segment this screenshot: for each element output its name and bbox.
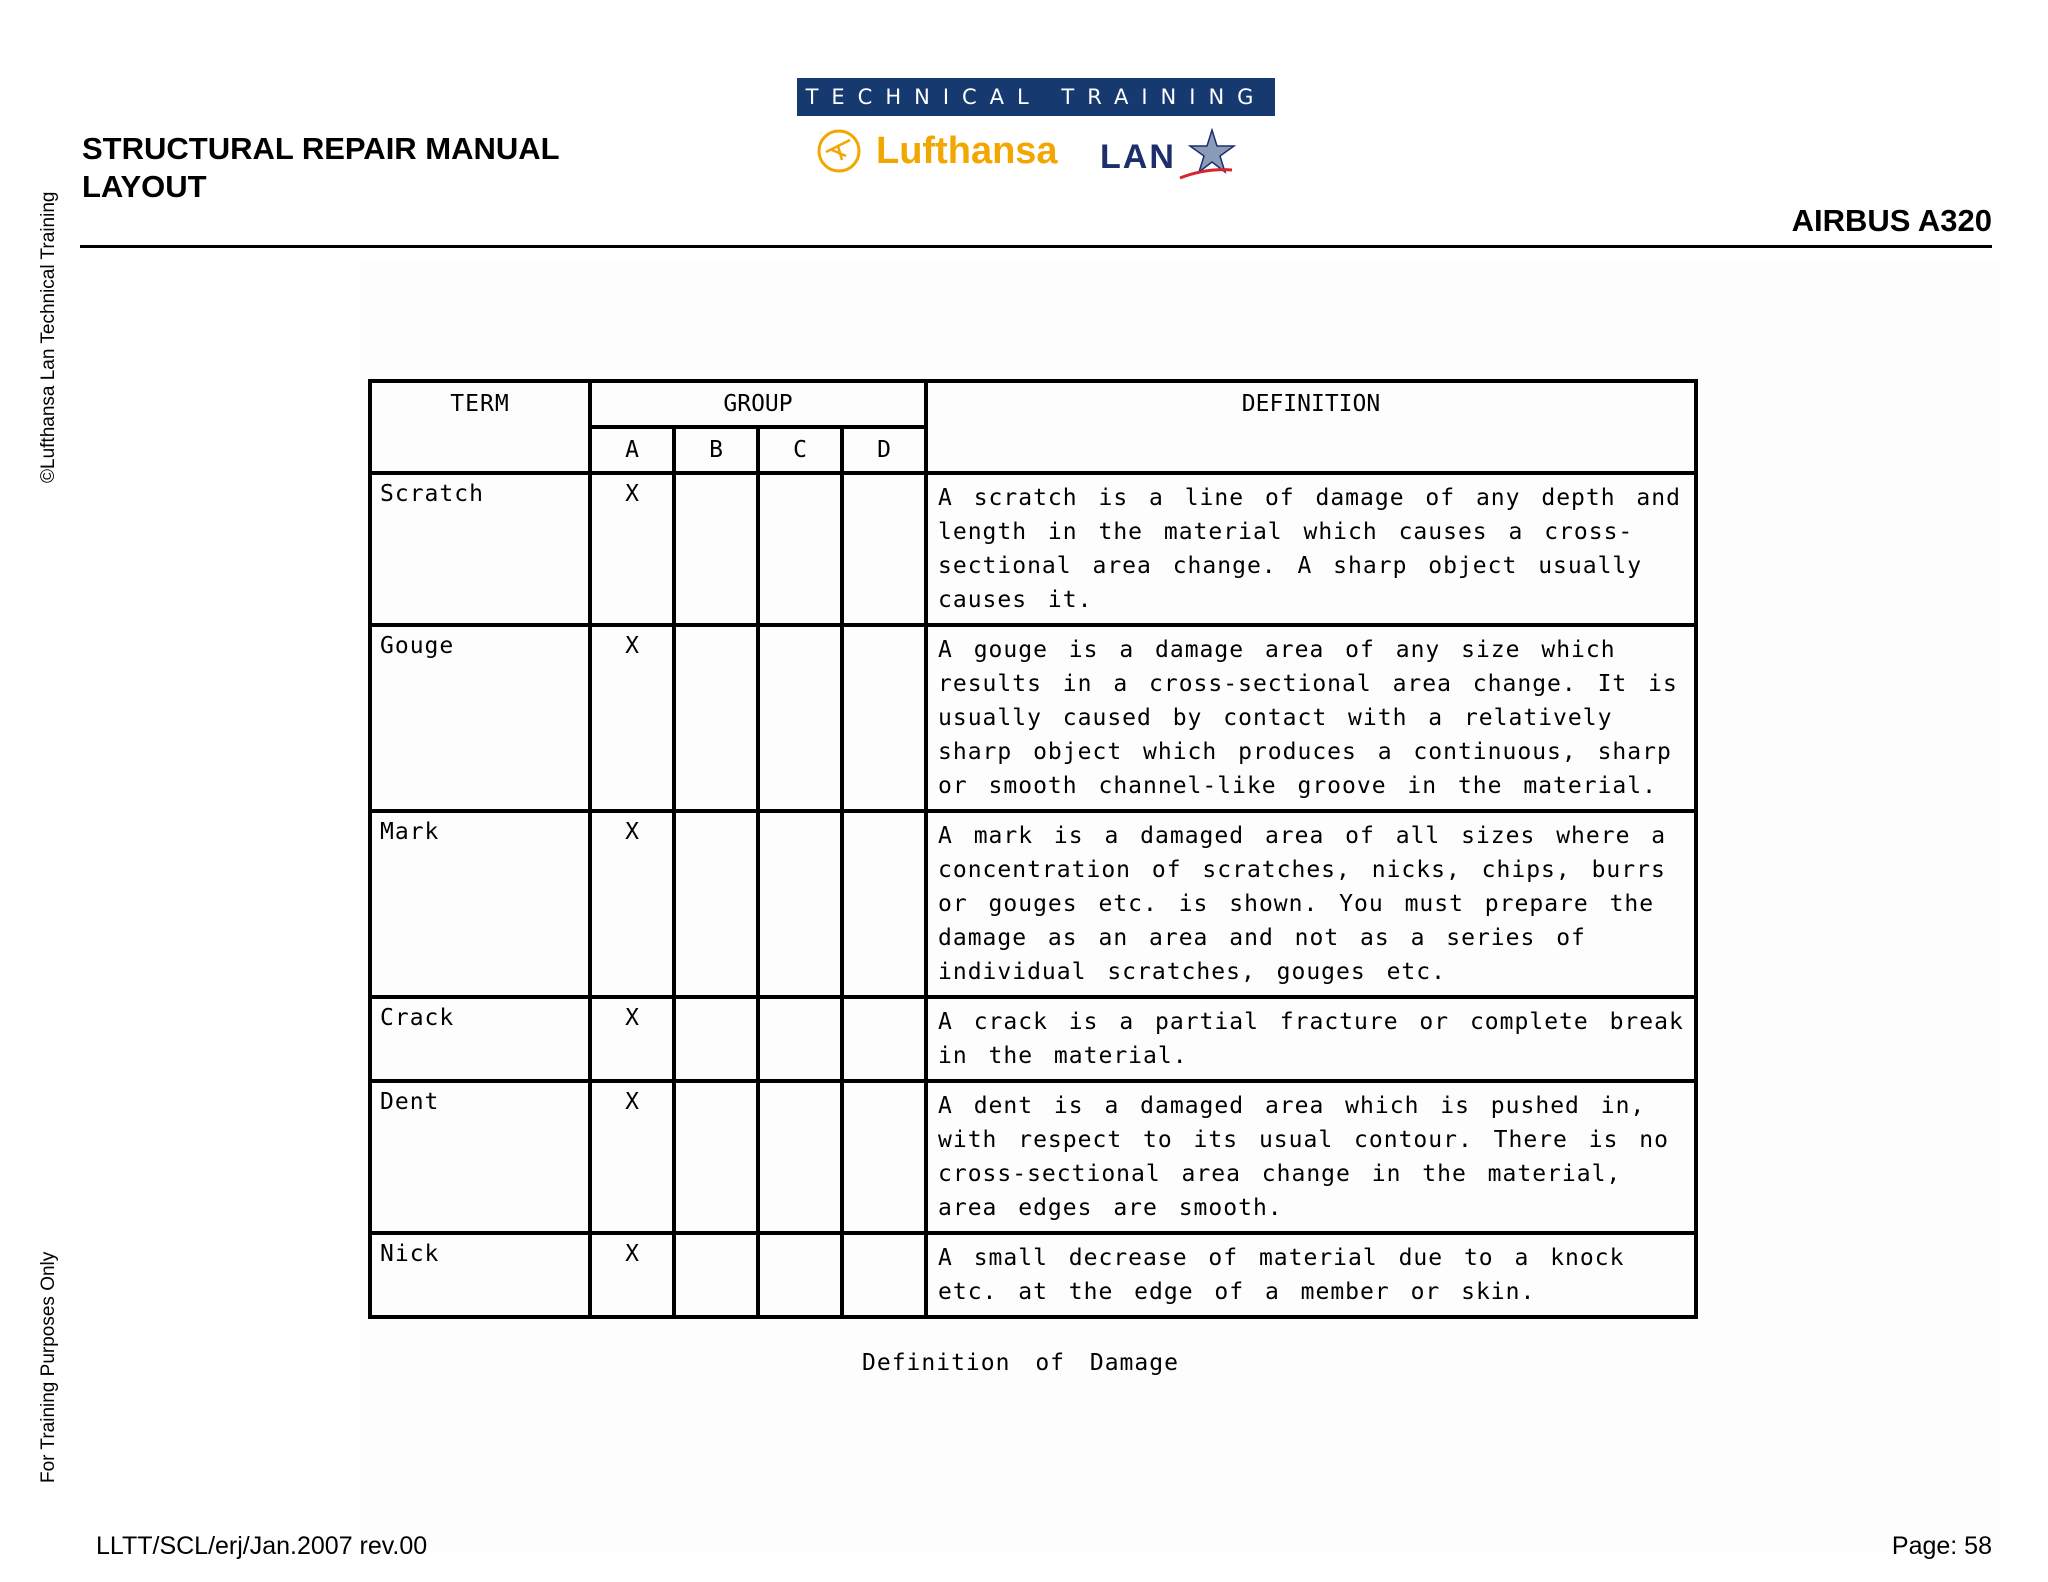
group-a-cell: X xyxy=(590,997,674,1081)
term-cell: Crack xyxy=(370,997,590,1081)
side-training-purpose: For Training Purposes Only xyxy=(38,1251,59,1483)
lufthansa-logo xyxy=(816,128,1058,174)
group-b-cell xyxy=(674,625,758,811)
definition-cell: A gouge is a damage area of any size which results in a cross-sectional area change. It is usually caused by contact with a relatively sharp object which produces a continuous, sharp or smooth channel-like groove in the material. xyxy=(926,625,1696,811)
group-d-cell xyxy=(842,1081,926,1233)
group-d-cell xyxy=(842,473,926,625)
term-cell: Scratch xyxy=(370,473,590,625)
definition-header: DEFINITION xyxy=(926,381,1696,473)
table-row xyxy=(370,473,1696,625)
damage-definition-table xyxy=(368,379,1698,1319)
group-a-header: A xyxy=(590,427,674,473)
crane-emblem-icon xyxy=(816,128,862,174)
term-cell: Mark xyxy=(370,811,590,997)
group-c-cell xyxy=(758,1233,842,1317)
technical-training-banner: TECHNICAL TRAINING xyxy=(797,78,1275,116)
header-row xyxy=(370,381,1696,427)
group-d-header: D xyxy=(842,427,926,473)
definition-cell: A crack is a partial fracture or complete break in the material. xyxy=(926,997,1696,1081)
group-header: GROUP xyxy=(590,381,926,427)
group-b-cell xyxy=(674,997,758,1081)
group-d-cell xyxy=(842,1233,926,1317)
title-line-2: LAYOUT xyxy=(82,169,207,204)
definition-cell: A small decrease of material due to a knock etc. at the edge of a member or skin. xyxy=(926,1233,1696,1317)
group-b-cell xyxy=(674,473,758,625)
term-cell: Nick xyxy=(370,1233,590,1317)
definition-cell: A dent is a damaged area which is pushed in, with respect to its usual contour. There is no cross-sectional area change in the material, area edges are smooth. xyxy=(926,1081,1696,1233)
group-c-cell xyxy=(758,997,842,1081)
term-header: TERM xyxy=(370,381,590,473)
group-b-header: B xyxy=(674,427,758,473)
document-title xyxy=(82,130,560,206)
group-c-header: C xyxy=(758,427,842,473)
group-c-cell xyxy=(758,473,842,625)
lan-star-icon xyxy=(1176,128,1236,182)
group-a-cell: X xyxy=(590,473,674,625)
group-b-cell xyxy=(674,1081,758,1233)
lan-wordmark: LAN xyxy=(1100,138,1176,176)
term-cell: Dent xyxy=(370,1081,590,1233)
table-row xyxy=(370,997,1696,1081)
title-line-1: STRUCTURAL REPAIR MANUAL xyxy=(82,131,560,166)
header-divider xyxy=(80,245,1992,248)
group-a-cell: X xyxy=(590,625,674,811)
group-c-cell xyxy=(758,625,842,811)
table-row xyxy=(370,811,1696,997)
group-d-cell xyxy=(842,811,926,997)
term-cell: Gouge xyxy=(370,625,590,811)
group-a-cell: X xyxy=(590,1233,674,1317)
table-row xyxy=(370,1233,1696,1317)
group-b-cell xyxy=(674,811,758,997)
page-number: Page: 58 xyxy=(1891,1532,1992,1560)
document-reference: LLTT/SCL/erj/Jan.2007 rev.00 xyxy=(96,1532,428,1560)
definition-cell: A mark is a damaged area of all sizes where a concentration of scratches, nicks, chips, burrs or gouges etc. is shown. You must prepare the damage as an area and not as a series of individual scratches, gouges etc. xyxy=(926,811,1696,997)
table-caption: Definition of Damage xyxy=(862,1350,1179,1376)
lufthansa-wordmark: Lufthansa xyxy=(876,129,1058,172)
group-c-cell xyxy=(758,1081,842,1233)
group-a-cell: X xyxy=(590,1081,674,1233)
aircraft-type: AIRBUS A320 xyxy=(1791,203,1992,238)
group-a-cell: X xyxy=(590,811,674,997)
definition-cell: A scratch is a line of damage of any depth and length in the material which causes a cross-sectional area change. A sharp object usually causes it. xyxy=(926,473,1696,625)
lan-logo xyxy=(1100,128,1236,182)
group-c-cell xyxy=(758,811,842,997)
group-d-cell xyxy=(842,997,926,1081)
group-d-cell xyxy=(842,625,926,811)
side-copyright: ©Lufthansa Lan Technical Training xyxy=(38,191,59,483)
group-b-cell xyxy=(674,1233,758,1317)
table-row xyxy=(370,625,1696,811)
table-row xyxy=(370,1081,1696,1233)
